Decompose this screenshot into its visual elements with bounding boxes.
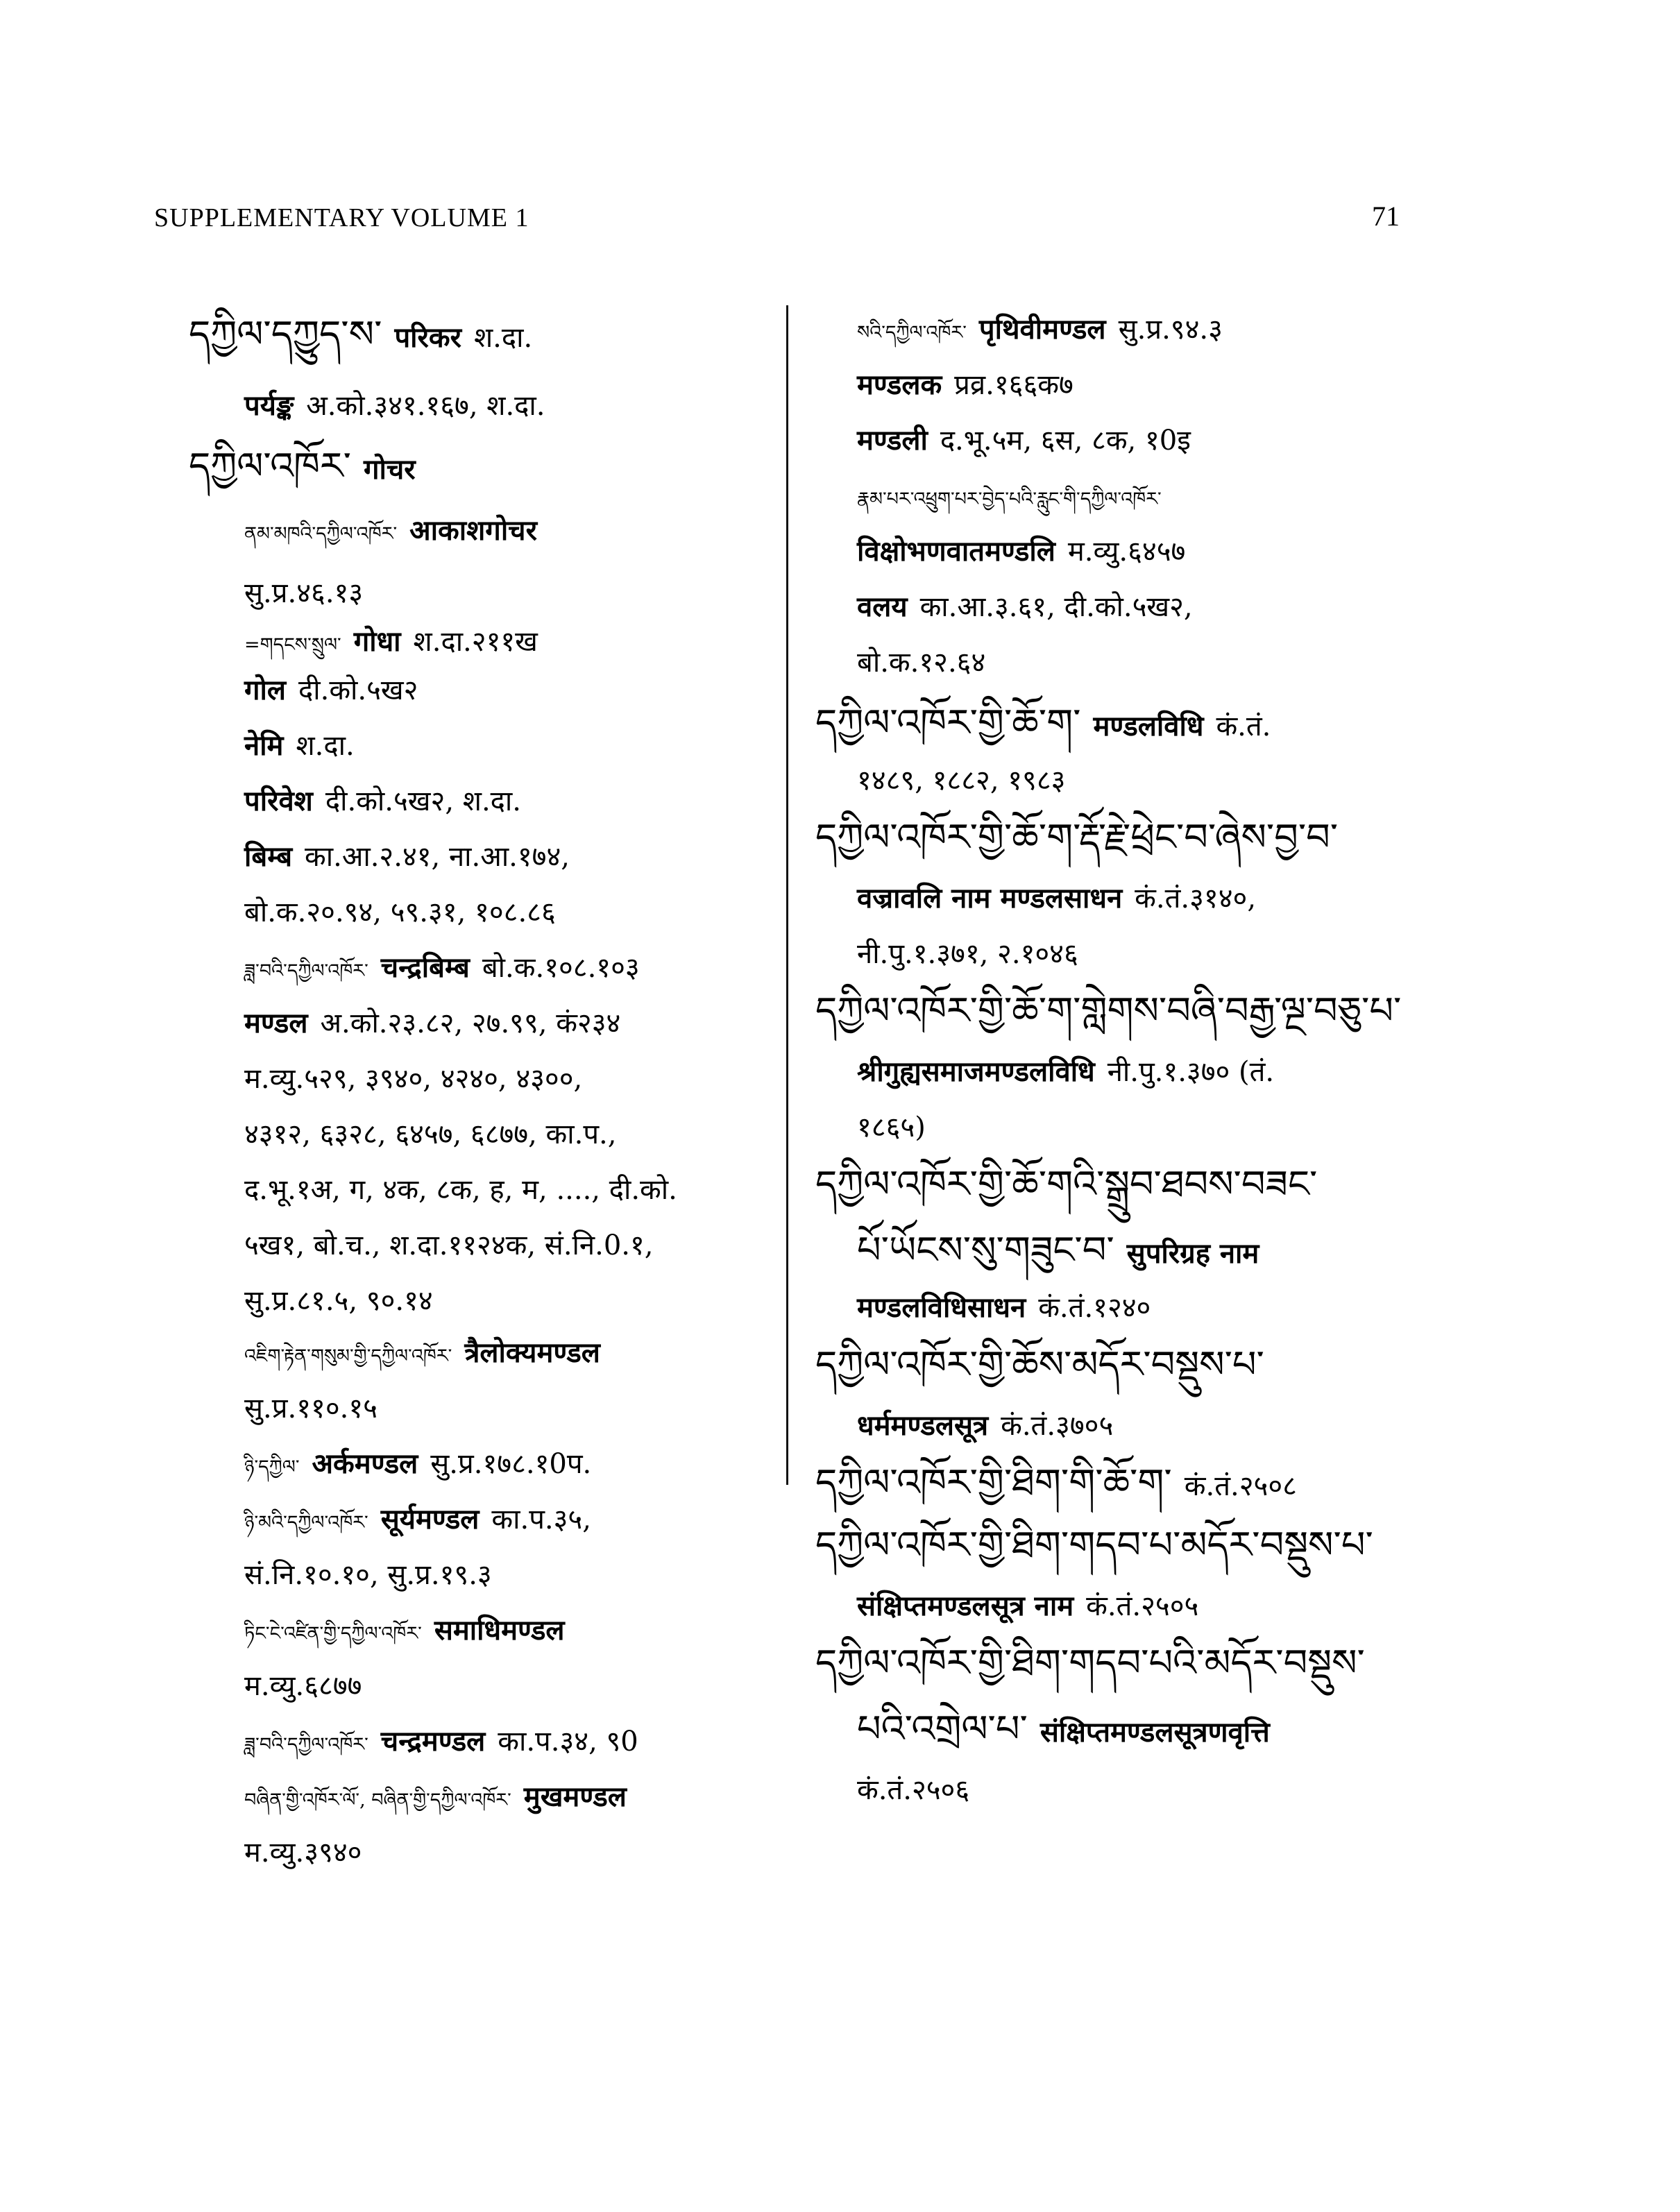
tibetan-term: དཀྱིལ་འཁོར་གྱི་ཆོ་ག་གླེགས་བཞི་བརྒྱ་ལྔ་བཅུ་པ་ bbox=[815, 989, 1402, 1032]
entry-line bbox=[815, 989, 1402, 1032]
reference-text: सं.नि.१०.१०, सु.प्र.१९.३ bbox=[244, 1559, 492, 1591]
reference-text: दी.को.५ख२, श.दा. bbox=[325, 785, 521, 817]
entry-line bbox=[244, 514, 537, 547]
entry-line bbox=[857, 1707, 1270, 1751]
tibetan-term: དཀྱིལ་འཁོར་གྱི་ཆོ་གའི་སྒྲུབ་ཐབས་བཟང་ bbox=[815, 1162, 1318, 1206]
entry-line bbox=[244, 1007, 621, 1039]
sanskrit-headword: समाधिमण्डल bbox=[434, 1614, 565, 1647]
sanskrit-headword: मण्डली bbox=[857, 424, 928, 457]
entry-line bbox=[857, 590, 1193, 623]
sanskrit-headword: श्रीगुह्यसमाजमण्डलविधि bbox=[857, 1055, 1095, 1088]
reference-text: सु.प्र.११०.१५ bbox=[244, 1393, 377, 1424]
entry-line bbox=[244, 1725, 638, 1758]
sanskrit-headword: वज्रावलि नाम मण्डलसाधन bbox=[857, 882, 1123, 914]
entry-line bbox=[857, 1291, 1151, 1324]
entry-line bbox=[244, 389, 545, 422]
reference-text: १८६५) bbox=[857, 1112, 926, 1143]
reference-text: अ.को.३४१.१६७, श.दा. bbox=[306, 390, 545, 422]
entry-line bbox=[244, 674, 418, 706]
sanskrit-headword: गोचर bbox=[363, 453, 416, 486]
reference-text: बो.क.१०८.१०३ bbox=[482, 952, 640, 984]
sanskrit-headword: वलय bbox=[857, 590, 908, 623]
sanskrit-headword: बिम्ब bbox=[244, 840, 293, 873]
entry-line bbox=[857, 882, 1257, 914]
tibetan-term: དཀྱིལ་འཁོར་གྱི་ཆོ་ག་རྡོ་རྗེ་ཕྲེང་བ་ཞེས་བྱ་བ་ bbox=[815, 815, 1339, 859]
sanskrit-headword: मण्डलविधि bbox=[1093, 710, 1204, 742]
entry-line bbox=[857, 1228, 1259, 1272]
tibetan-term: དཀྱིལ་འཁོར་ bbox=[189, 444, 351, 488]
entry-line bbox=[815, 1523, 1373, 1567]
tibetan-term: =གདངས་སྲུལ་ bbox=[244, 634, 341, 656]
tibetan-term: དཀྱིལ་དཀྱུད་ས་ bbox=[189, 312, 382, 356]
tibetan-term: དཀྱིལ་འཁོར་གྱི་ཐིག་གི་ཆོ་ག་ bbox=[815, 1461, 1172, 1504]
reference-text: द.भू.१अ, ग, ४क, ८क, ह, म, ...., दी.को. bbox=[244, 1174, 677, 1206]
entry-line bbox=[189, 444, 416, 488]
reference-text: १४८९, १८८२, १९८३ bbox=[857, 765, 1066, 797]
tibetan-term: རྣམ་པར་འཕྲུག་པར་བྱེད་པའི་རླུང་གི་དཀྱིལ་འཁོར་ bbox=[857, 488, 1162, 510]
reference-text: कं.तं.२५०६ bbox=[857, 1774, 970, 1806]
entry-line bbox=[857, 1114, 926, 1141]
sanskrit-headword: संक्षिप्तमण्डलसूत्रणवृत्ति bbox=[1040, 1716, 1270, 1749]
entry-line bbox=[244, 1395, 377, 1422]
reference-text: दी.को.५ख२ bbox=[298, 674, 418, 706]
sanskrit-headword: नेमि bbox=[244, 729, 284, 762]
tibetan-term: ཏིང་ངེ་འཛིན་གྱི་དཀྱིལ་འཁོར་ bbox=[244, 1623, 422, 1644]
entry-line bbox=[244, 1837, 362, 1869]
reference-text: का.आ.३.६१, दी.को.५ख२, bbox=[919, 591, 1193, 623]
entry-line bbox=[244, 1780, 627, 1813]
entry-line bbox=[244, 1447, 592, 1480]
reference-text: सु.प्र.९४.३ bbox=[1118, 314, 1223, 346]
entry-line bbox=[857, 1592, 1198, 1620]
reference-text: श.दा. bbox=[296, 730, 355, 762]
tibetan-term: སའི་དཀྱིལ་འཁོར་ bbox=[857, 322, 967, 343]
sanskrit-headword: धर्ममण्डलसूत्र bbox=[857, 1409, 989, 1442]
tibetan-term: ཟླ་བའི་དཀྱིལ་འཁོར་ bbox=[244, 1734, 368, 1755]
reference-text: कं.तं.३७०५ bbox=[1001, 1410, 1114, 1442]
tibetan-term: ནམ་མཁའི་དཀྱིལ་འཁོར་ bbox=[244, 523, 398, 545]
tibetan-term: པོ་ཡོངས་སུ་གཟུང་བ་ bbox=[857, 1228, 1114, 1272]
reference-text: बो.क.२०.९४, ५९.३१, १०८.८६ bbox=[244, 896, 556, 928]
entry-line bbox=[857, 368, 1074, 401]
reference-text: कं.तं.२५०५ bbox=[1086, 1590, 1199, 1622]
sanskrit-headword: मुखमण्डल bbox=[523, 1780, 627, 1813]
entry-line bbox=[244, 840, 570, 873]
entry-line bbox=[244, 579, 363, 607]
entry-line bbox=[815, 701, 1271, 745]
tibetan-term: ཉི་དཀྱིལ་ bbox=[244, 1456, 300, 1478]
reference-text: म.व्यु.५२९, ३९४०, ४२४०, ४३००, bbox=[244, 1063, 583, 1095]
entry-line bbox=[244, 625, 538, 658]
entry-line bbox=[857, 424, 1191, 457]
sanskrit-headword: सुपरिग्रह नाम bbox=[1126, 1237, 1259, 1270]
entry-line bbox=[244, 785, 521, 817]
entry-line bbox=[815, 815, 1339, 859]
entry-line bbox=[244, 1561, 492, 1589]
reference-text: अ.को.२३.८२, २७.९९, कं२३४ bbox=[320, 1007, 621, 1039]
reference-text: कं.तं.२५०८ bbox=[1184, 1470, 1297, 1502]
reference-text: का.प.३५, bbox=[491, 1504, 591, 1535]
entry-line bbox=[857, 940, 1078, 968]
entry-line bbox=[189, 312, 533, 356]
reference-text: कं.तं.३१४०, bbox=[1135, 883, 1257, 914]
sanskrit-headword: परिकर bbox=[394, 321, 461, 354]
sanskrit-headword: संक्षिप्तमण्डलसूत्र नाम bbox=[857, 1590, 1074, 1622]
sanskrit-headword: मण्डल bbox=[244, 1007, 308, 1039]
sanskrit-headword: अर्कमण्डल bbox=[312, 1447, 418, 1480]
entry-line bbox=[244, 1614, 565, 1647]
entry-line bbox=[244, 1065, 582, 1093]
entry-line bbox=[244, 1503, 591, 1535]
reference-text: बो.क.१२.६४ bbox=[857, 647, 986, 679]
entry-line bbox=[815, 1343, 1264, 1386]
entry-line bbox=[815, 1461, 1297, 1504]
entry-line bbox=[857, 1055, 1275, 1088]
tibetan-term: དཀྱིལ་འཁོར་གྱི་ཐིག་གདབ་པ་མདོར་བསྡུས་པ་ bbox=[815, 1523, 1373, 1567]
reference-text: सु.प्र.८१.५, ९०.१४ bbox=[244, 1285, 433, 1317]
sanskrit-headword: परिवेश bbox=[244, 785, 313, 817]
sanskrit-headword: सूर्यमण्डल bbox=[380, 1503, 480, 1535]
sanskrit-headword: आकाशगोचर bbox=[409, 514, 537, 547]
sanskrit-headword: पर्यङ्क bbox=[244, 389, 294, 422]
reference-text: द.भू.५म, ६स, ८क, १0इ bbox=[940, 425, 1191, 457]
column-divider bbox=[786, 305, 788, 1485]
sanskrit-headword: पृथिवीमण्डल bbox=[978, 313, 1106, 346]
sanskrit-headword: विक्षोभणवातमण्डलि bbox=[857, 535, 1055, 568]
tibetan-term: དཀྱིལ་འཁོར་གྱི་ཐིག་གདབ་པའི་མདོར་བསྡུས་ bbox=[815, 1641, 1365, 1685]
reference-text: म.व्यु.६४५७ bbox=[1067, 536, 1186, 568]
reference-text: म.व्यु.६८७७ bbox=[244, 1670, 362, 1702]
entry-line bbox=[244, 1287, 433, 1315]
entry-line bbox=[857, 482, 1162, 510]
sanskrit-headword: मण्डलविधिसाधन bbox=[857, 1291, 1026, 1324]
reference-text: प्रव्र.१६६क७ bbox=[954, 369, 1074, 401]
reference-text: का.प.३४, ९0 bbox=[498, 1726, 638, 1758]
sanskrit-headword: मण्डलक bbox=[857, 368, 942, 401]
reference-text: कं.तं. bbox=[1216, 711, 1271, 742]
entry-line bbox=[857, 535, 1186, 568]
tibetan-term: པའི་འགྲེལ་པ་ bbox=[857, 1707, 1028, 1751]
reference-text: श.दा. bbox=[473, 322, 533, 354]
page-number: 71 bbox=[1372, 201, 1400, 232]
entry-line bbox=[244, 1232, 654, 1259]
tibetan-term: དཀྱིལ་འཁོར་གྱི་ཆོས་མདོར་བསྡུས་པ་ bbox=[815, 1343, 1264, 1386]
reference-text: म.व्यु.३९४० bbox=[244, 1837, 362, 1869]
entry-line bbox=[815, 1162, 1318, 1206]
reference-text: नी.पु.१.३७१, २.१०४६ bbox=[857, 938, 1078, 970]
reference-text: सु.प्र.४६.१३ bbox=[244, 577, 364, 609]
sanskrit-headword: त्रैलोक्यमण्डल bbox=[464, 1336, 600, 1369]
entry-line bbox=[244, 1118, 617, 1150]
entry-line bbox=[244, 1672, 362, 1700]
entry-line bbox=[857, 649, 985, 677]
reference-text: ४३१२, ६३२८, ६४५७, ६८७७, का.प., bbox=[244, 1118, 617, 1150]
entry-line bbox=[244, 1336, 600, 1369]
sanskrit-headword: चन्द्रबिम्ब bbox=[380, 951, 470, 984]
reference-text: नी.पु.१.३७० (तं. bbox=[1107, 1056, 1275, 1088]
reference-text: कं.तं.१२४० bbox=[1038, 1292, 1151, 1324]
reference-text: श.दा.२११ख bbox=[413, 626, 538, 658]
running-title: SUPPLEMENTARY VOLUME 1 bbox=[154, 203, 529, 232]
entry-line bbox=[244, 1176, 677, 1204]
entry-line bbox=[815, 1641, 1365, 1685]
reference-text: का.आ.२.४१, ना.आ.१७४, bbox=[305, 841, 570, 873]
entry-line bbox=[857, 765, 1066, 797]
tibetan-term: འཇིག་རྟེན་གསུམ་གྱི་དཀྱིལ་འཁོར་ bbox=[244, 1345, 452, 1367]
tibetan-term: ཉི་མའི་དཀྱིལ་འཁོར་ bbox=[244, 1512, 368, 1533]
entry-line bbox=[244, 951, 640, 984]
tibetan-term: ཟླ་བའི་དཀྱིལ་འཁོར་ bbox=[244, 960, 368, 982]
tibetan-term: བཞིན་གྱི་འཁོར་ལོ་, བཞིན་གྱི་དཀྱིལ་འཁོར་ bbox=[244, 1789, 511, 1811]
sanskrit-headword: गोल bbox=[244, 674, 286, 706]
entry-line bbox=[857, 1776, 969, 1804]
entry-line bbox=[857, 1409, 1114, 1442]
entry-line bbox=[857, 313, 1223, 346]
reference-text: ५ख१, बो.च., श.दा.११२४क, सं.नि.0.१, bbox=[244, 1230, 654, 1261]
sanskrit-headword: चन्द्रमण्डल bbox=[380, 1725, 486, 1758]
entry-line bbox=[244, 896, 556, 928]
tibetan-term: དཀྱིལ་འཁོར་གྱི་ཆོ་ག་ bbox=[815, 701, 1081, 745]
reference-text: सु.प्र.१७८.१0प. bbox=[430, 1448, 592, 1480]
sanskrit-headword: गोधा bbox=[353, 625, 401, 658]
entry-line bbox=[244, 729, 355, 762]
